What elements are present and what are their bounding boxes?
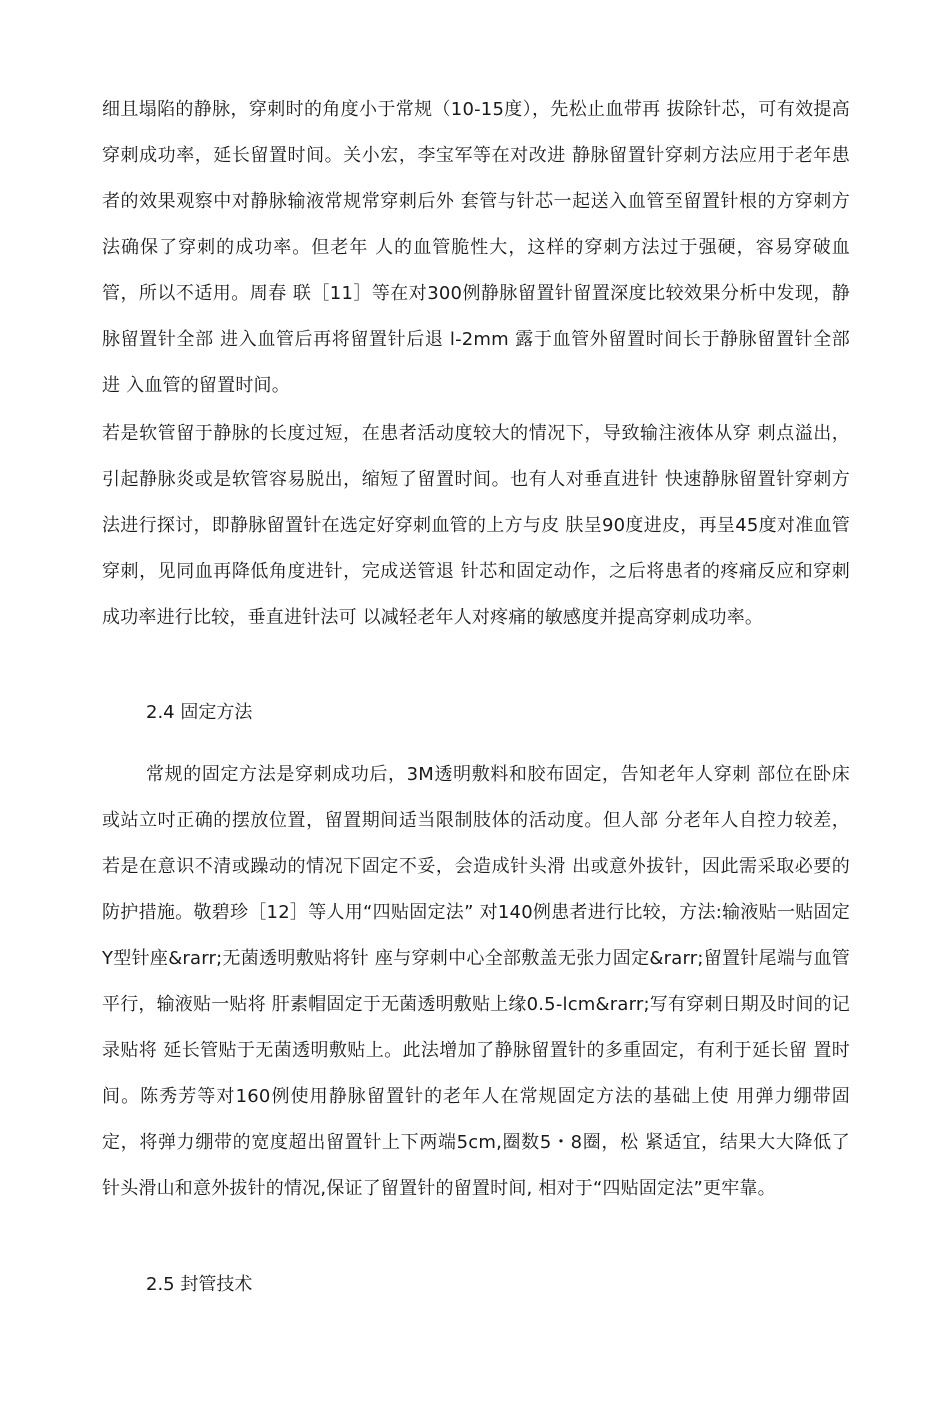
paragraph-fixation-methods: 常规的固定方法是穿刺成功后，3M透明敷料和胶布固定，告知老年人穿刺 部位在卧床或站立吋正确的摆放位置，留置期间适当限制肢体的活动度。但人部 分老年人自控力较差，若是在意识不清或躁动的情况下固定不妥，会造成针头滑 出或意外拔针，因此需采取必要的防护措施。敬碧珍［12］等人用“四贴固定法” 对140例患者进行比较，方法:输液贴一贴固定Y型针座&rarr;无菌透明敷贴将针 座与穿刺中心全部敷盖无张力固定&rarr;留置针尾端与血管平行，输液贴一贴将 肝素帽固定于无菌透明敷贴上缘0.5-lcm&rarr;写有穿刺日期及时间的记录贴将 延长管贴于无菌透明敷贴上。此法增加了静脉留置针的多重固定，有利于延长留 置时间。陈秀芳等对160例使用静脉留置针的老年人在常规固定方法的基础上使 用弹力绷带固定，将弹力绷带的宽度超出留置针上下两端5cm,圈数5・8圈，松 紧适宜，结果大大降低了针头滑山和意外拔针的情况,保证了留置针的留置时间, 相对于“四贴固定法”更牢靠。 <box>102 764 850 1199</box>
paragraph-puncture-angle: 细且塌陷的静脉，穿刺时的角度小于常规（10-15度），先松止血带再 拔除针芯，可有效提高穿刺成功率，延长留置时间。关小宏，李宝军等在对改进 静脉留置针穿刺方法应用于老年患者的效果观察中对静脉输液常规常穿刺后外 套管与针芯一起送入血管至留置针根的方穿刺方法确保了穿刺的成功率。但老年 人的血管脆性大，这样的穿刺方法过于强硬，容易穿破血管，所以不适用。周春 联［11］等在对300例静脉留置针留置深度比较效果分析中发现，静脉留置针全部 进入血管后再将留置针后退 l-2mm 露于血管外留置时间长于静脉留置针全部进 入血管的留置时间。 <box>102 99 850 396</box>
paragraph-catheter-length: 若是软管留于静脉的长度过短，在患者活动度较大的情况下，导致输注液体从穿 刺点溢出，引起静脉炎或是软管容易脱出，缩短了留置时间。也有人对垂直进针 快速静脉留置针穿刺方法进行探讨，即静脉留置针在选定好穿刺血管的上方与皮 肤呈90度进皮，再呈45度对准血管穿刺，见同血再降低角度进针，完成送管退 针芯和固定动作，之后将患者的疼痛反应和穿刺成功率进行比较，垂直进针法可 以减轻老年人对疼痛的敏感度并提高穿刺成功率。 <box>102 423 850 628</box>
section-heading-sealing: 2.5 封管技术 <box>146 1274 253 1295</box>
section-heading-fixation: 2.4 固定方法 <box>146 702 253 723</box>
